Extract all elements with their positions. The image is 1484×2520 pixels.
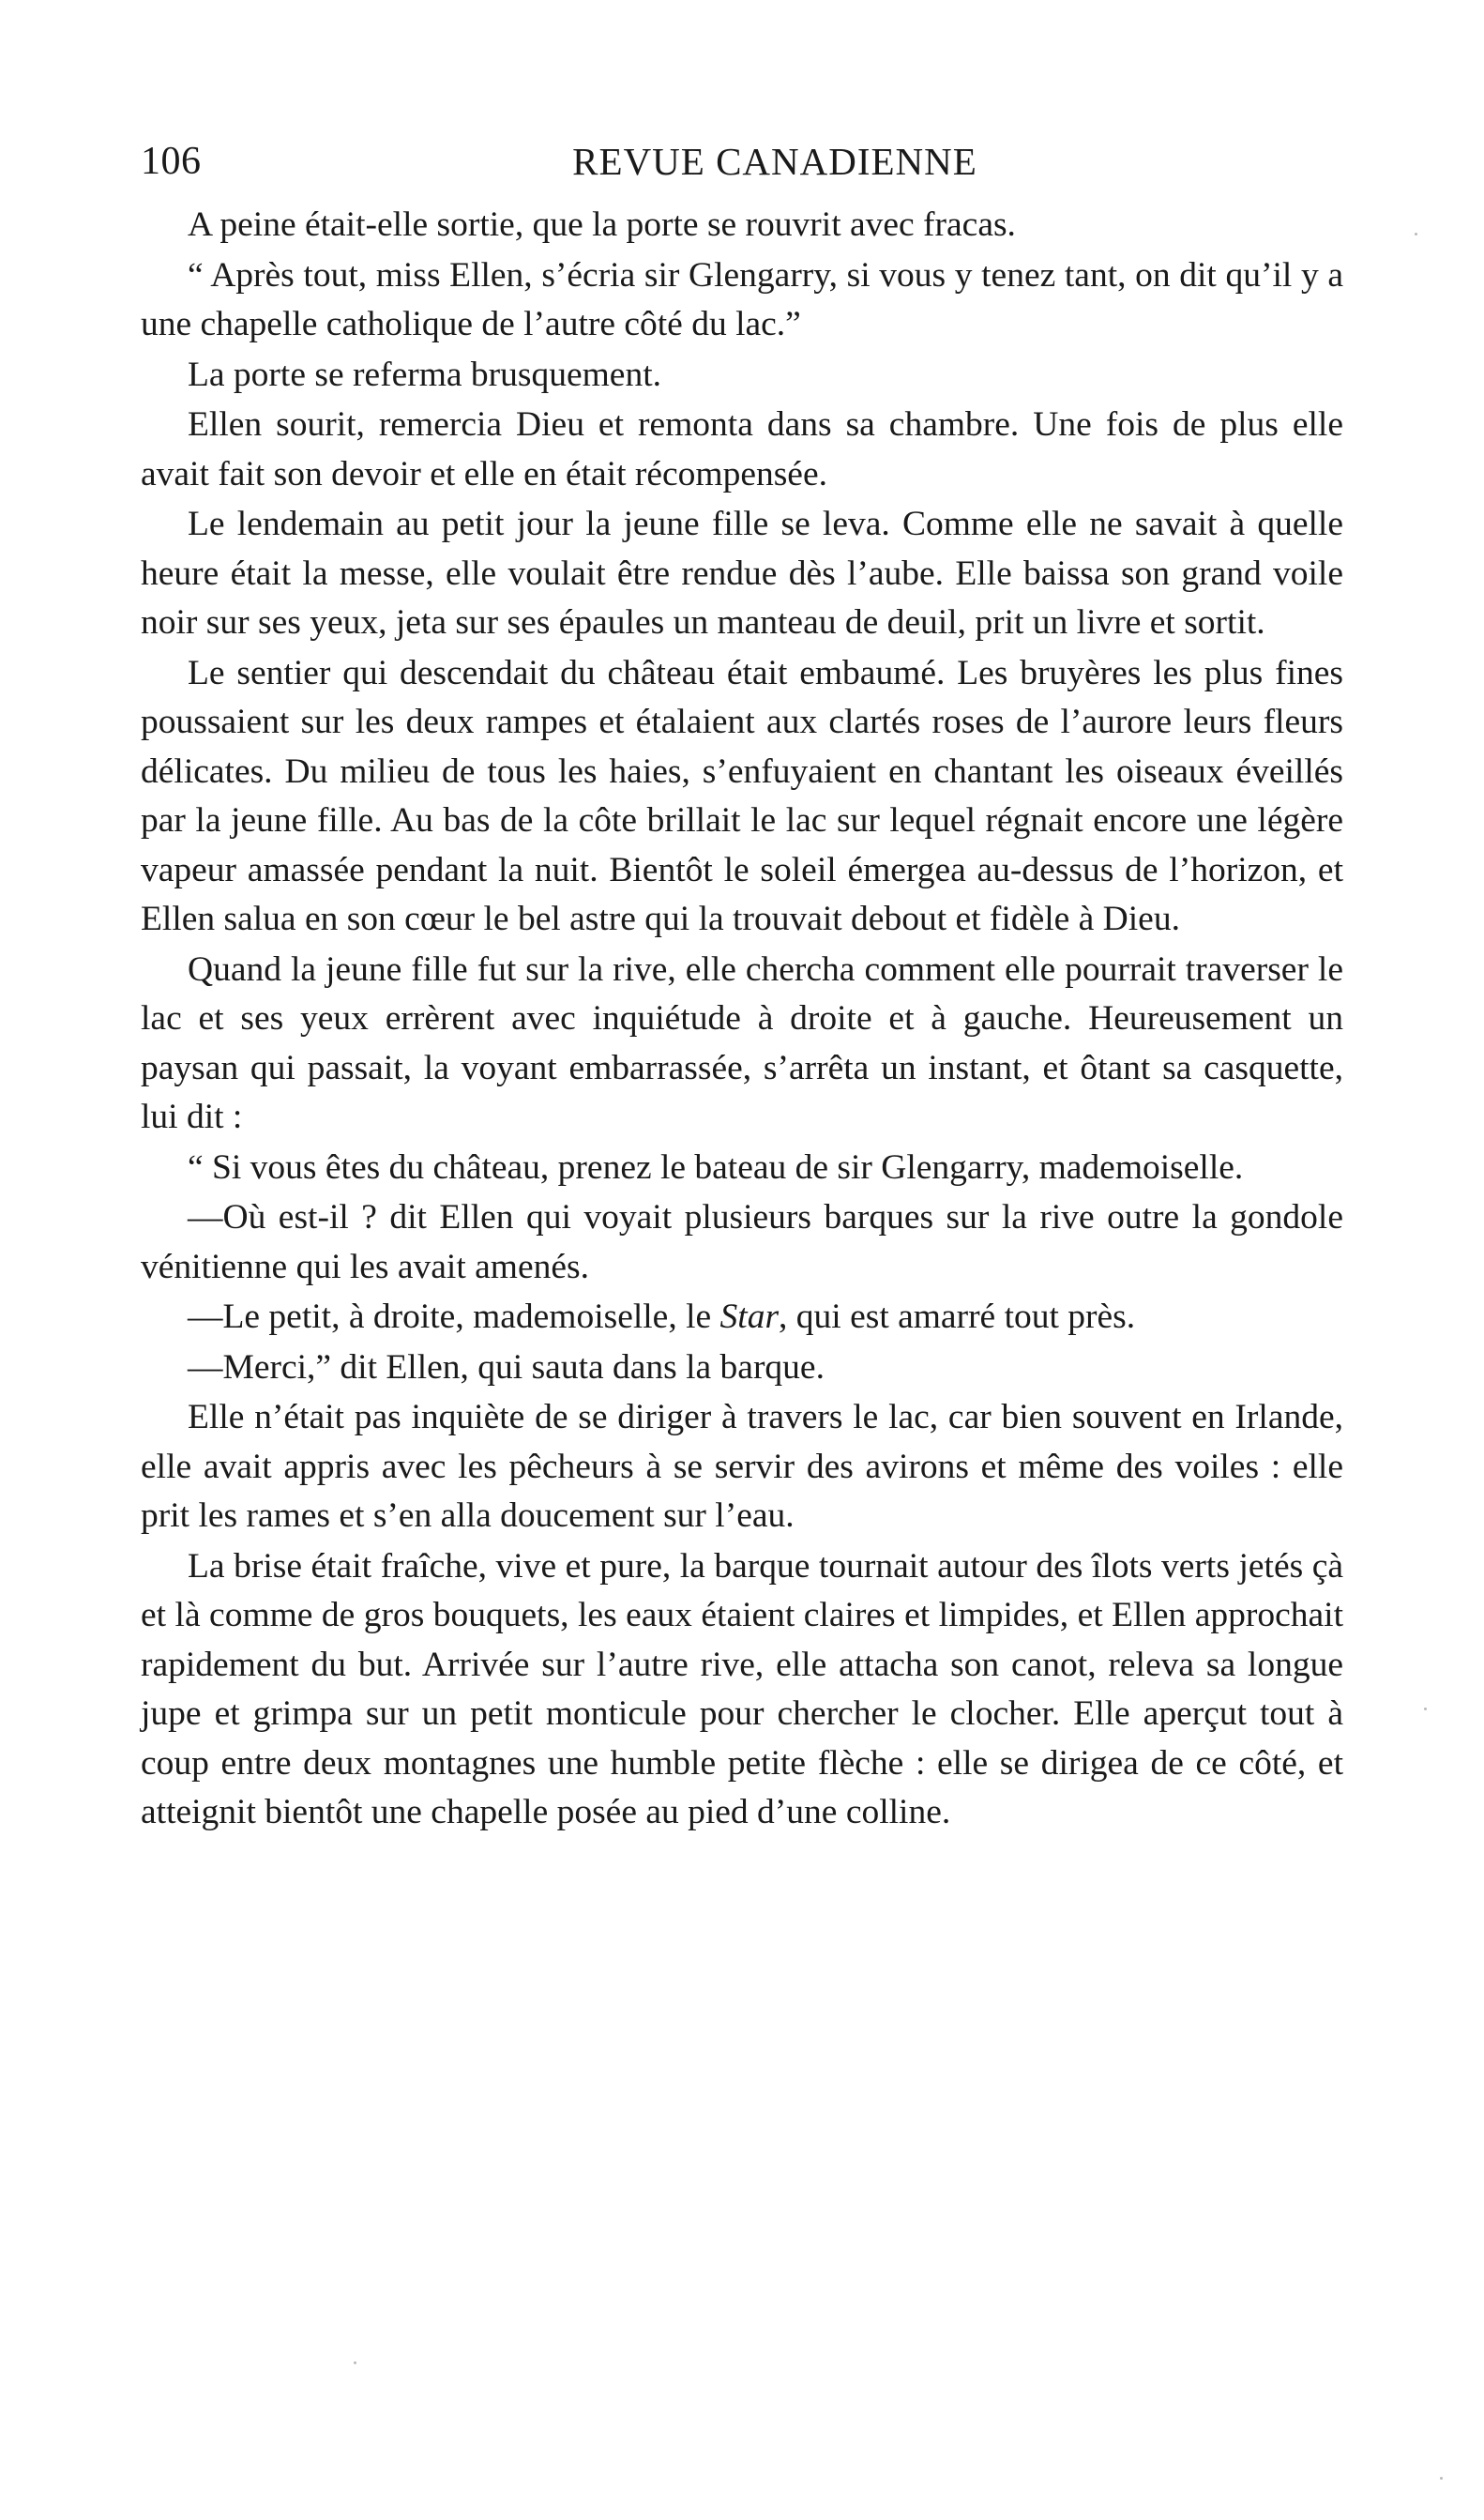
dialogue-text-before: —Le petit, à droite, mademoiselle, le [188,1298,720,1336]
boat-name-star: Star [719,1298,780,1336]
paper-speck [1440,2477,1443,2480]
paper-speck [1424,1708,1427,1710]
paragraph-13: La brise était fraîche, vive et pure, la barque tournait autour des îlots verts jetés çà et là comme de gros bouquets, les eaux étaient claires et limpides, et Ellen approchait rapidement du but. Arrivée sur l’autre rive, elle attacha son canot, releva sa longue jupe et grimpa sur un petit monticule pour chercher le clocher. Elle aperçut tout à coup entre deux montagnes une humble petite flèche : elle se dirigea de ce côté, et atteignit bientôt une chapelle posée au pied d’une colline. [141,1546,1343,1831]
paragraph-5: Le lendemain au petit jour la jeune fille se leva. Comme elle ne savait à quelle heure était la messe, elle voulait être rendue dès l’aube. Elle baissa son grand voile noir sur ses yeux, jeta sur ses épaules un manteau de deuil, prit un livre et sortit. [141,505,1343,642]
book-page [141,122,1343,1839]
paragraph-9: —Où est-il ? dit Ellen qui voyait plusieurs barques sur la rive outre la gondole vénitienne qui les avait amenés. [141,1198,1343,1286]
paper-speck [1415,233,1417,235]
page-number: 106 [141,140,202,183]
paragraph-12: Elle n’était pas inquiète de se diriger à travers le lac, car bien souvent en Irlande, elle avait appris avec les pêcheurs à se servir des avirons et même des voiles : elle prit les rames et s’en alla doucement sur l’eau. [141,1398,1343,1535]
paragraph-6: Le sentier qui descendait du château était embaumé. Les bruyères les plus fines poussaient sur les deux rampes et étalaient aux clartés roses de l’aurore leurs fleurs délicates. Du milieu de tous les haies, s’enfuyaient en chantant les oiseaux éveillés par la jeune fille. Au bas de la côte brillait le lac sur lequel régnait encore une légère vapeur amassée pendant la nuit. Bientôt le soleil émergea au-dessus de l’horizon, et Ellen salua en son cœur le bel astre qui la trouvait debout et fidèle à Dieu. [141,653,1343,938]
running-title: REVUE CANADIENNE [572,140,977,183]
paragraph-4: Ellen sourit, remercia Dieu et remonta dans sa chambre. Une fois de plus elle avait fait son devoir et elle en était récompensée. [141,405,1343,493]
paragraph-8: “ Si vous êtes du château, prenez le bateau de sir Glengarry, mademoiselle. [188,1147,1244,1187]
paragraph-10 [141,1293,1343,1343]
page-header [141,122,1343,197]
paragraph-2: “ Après tout, miss Ellen, s’écria sir Glengarry, si vous y tenez tant, on dit qu’il y a une chapelle catholique de l’autre côté du lac.” [141,255,1343,343]
paragraph-7: Quand la jeune fille fut sur la rive, elle chercha comment elle pourrait traverser le lac et ses yeux errèrent avec inquiétude à droite et à gauche. Heureusement un paysan qui passait, la voyant embarrassée, s’arrêta un instant, et ôtant sa casquette, lui dit : [141,949,1343,1136]
paper-speck [354,2361,356,2364]
paragraph-3: La porte se referma brusquement. [188,355,661,394]
body-text [141,201,1343,1838]
paragraph-1: A peine était-elle sortie, que la porte se rouvrit avec fracas. [188,205,1016,244]
paragraph-11: —Merci,” dit Ellen, qui sauta dans la barque. [188,1347,825,1387]
dialogue-text-after: , qui est amarré tout près. [779,1298,1136,1336]
